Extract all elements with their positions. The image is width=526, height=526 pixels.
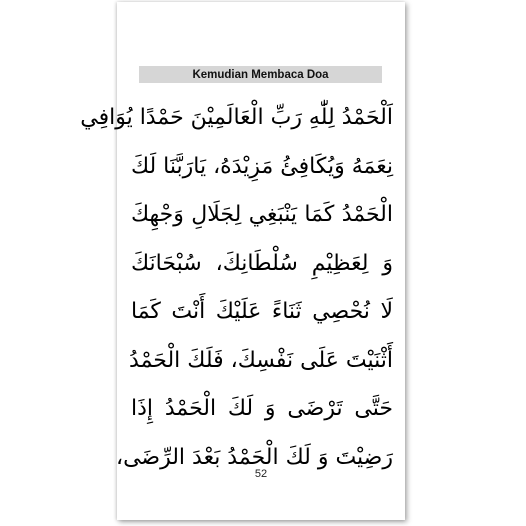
doa-text-block [80,94,393,482]
page-number: 52 [254,468,268,480]
doa-line-7: حَتَّى تَرْضَى وَ لَكَ الْحَمْدُ إِذَا [131,396,393,421]
section-heading-bar [139,66,382,83]
doa-line-3: الْحَمْدُ كَمَا يَنْبَغِي لِجَلَالِ وَجْهِكَ [131,202,393,227]
doa-line-6: أَثْنَيْتَ عَلَى نَفْسِكَ، فَلَكَ الْحَمْدُ [129,347,393,373]
doa-line-2: نِعَمَهُ وَيُكَافِئُ مَزِيْدَهُ، يَارَبَّنَا لَكَ [130,153,393,179]
doa-line-4: وَ لِعَظِيْمِ سُلْطَانِكَ، سُبْحَانَكَ [131,250,393,276]
doa-line-1: اَلْحَمْدُ لِلّٰهِ رَبِّ الْعَالَمِيْنَ حَمْدًا يُوَافِي [80,105,393,130]
doa-line-8: رَضِيْتَ وَ لَكَ الْحَمْدُ بَعْدَ الرِّضَى، [115,444,393,470]
section-heading: Kemudian Membaca Doa [192,68,329,81]
book-page [80,2,405,520]
doa-line-5: لَا نُحْصِي ثَنَاءً عَلَيْكَ أَنْتَ كَمَا [131,299,393,324]
